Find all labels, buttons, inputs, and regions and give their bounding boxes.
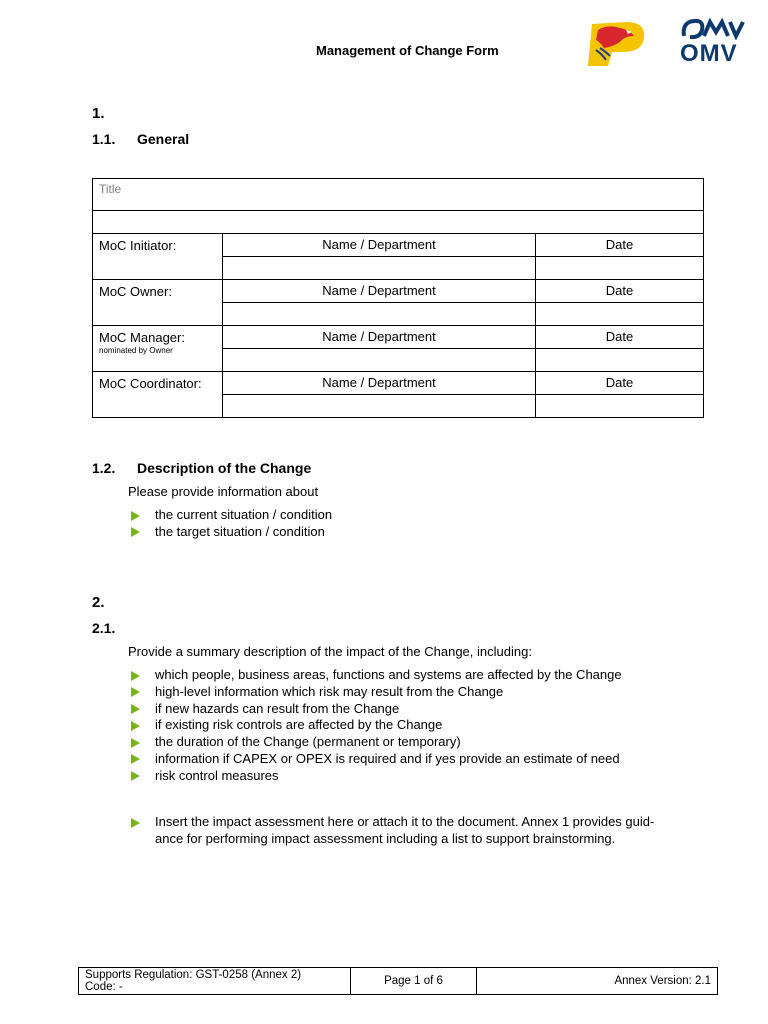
section-1-1-number: 1.1. [92,131,116,147]
list-item: high-level information which risk may result from the Change [131,684,622,701]
list-item: which people, business areas, functions and systems are affected by the Change [131,667,622,684]
omv-emblem-icon [680,18,746,40]
document-title: Management of Change Form [316,43,499,58]
list-item: if existing risk controls are affected by the Change [131,717,622,734]
name-department-header: Name / Department [223,234,536,257]
petrom-logo [586,20,648,68]
section-2-number: 2. [92,594,105,611]
date-header: Date [536,280,704,303]
moc-manager-sublabel: nominated by Owner [99,345,173,355]
insert-note-line-2: ance for performing impact assessment including a list to support brainstorming. [155,830,616,846]
name-department-header: Name / Department [223,372,536,395]
moc-manager-name-field[interactable] [223,349,536,372]
list-item: information if CAPEX or OPEX is required and if yes provide an estimate of need [131,751,622,768]
footer-code: Code: - [85,981,123,994]
moc-manager-label: MoC Manager: nominated by Owner [93,326,223,372]
title-input-row[interactable] [93,211,704,234]
moc-initiator-name-field[interactable] [223,257,536,280]
omv-logo-text: OMV [680,40,738,67]
section-1-2-intro: Please provide information about [128,484,319,499]
moc-owner-label: MoC Owner: [93,280,223,326]
date-header: Date [536,326,704,349]
moc-owner-name-field[interactable] [223,303,536,326]
general-table [92,178,704,418]
footer-page: Page 1 of 6 [351,968,477,995]
moc-initiator-date-field[interactable] [536,257,704,280]
section-1-2-bullets [131,507,332,541]
footer-regulation-cell [79,968,351,995]
section-2-1-intro: Provide a summary description of the impact of the Change, including: [128,644,532,659]
insert-assessment-note [131,814,654,848]
list-item: if new hazards can result from the Change [131,701,622,718]
footer-table [78,967,718,995]
list-item: the duration of the Change (permanent or temporary) [131,734,622,751]
title-field[interactable]: Title [93,179,704,211]
omv-logo [680,18,746,66]
name-department-header: Name / Department [223,326,536,349]
date-header: Date [536,234,704,257]
section-1-number: 1. [92,105,105,122]
section-1-2-number: 1.2. [92,460,116,476]
section-1-1-title: General [137,131,190,147]
moc-coordinator-label: MoC Coordinator: [93,372,223,418]
section-2-1-number: 2.1. [92,620,116,636]
footer-version: Annex Version: 2.1 [477,968,718,995]
list-item: risk control measures [131,768,622,785]
name-department-header: Name / Department [223,280,536,303]
footer-regulation: Supports Regulation: GST-0258 (Annex 2) [85,969,302,981]
moc-initiator-label: MoC Initiator: [93,234,223,280]
moc-owner-date-field[interactable] [536,303,704,326]
section-1-2-title: Description of the Change [137,460,312,476]
moc-coordinator-date-field[interactable] [536,395,704,418]
date-header: Date [536,372,704,395]
section-2-1-bullets [131,667,622,785]
insert-note-line-1: Insert the impact assessment here or attach it to the document. Annex 1 provides guid- [155,814,655,829]
list-item: the target situation / condition [131,524,332,541]
list-item: the current situation / condition [131,507,332,524]
moc-coordinator-name-field[interactable] [223,395,536,418]
moc-manager-date-field[interactable] [536,349,704,372]
